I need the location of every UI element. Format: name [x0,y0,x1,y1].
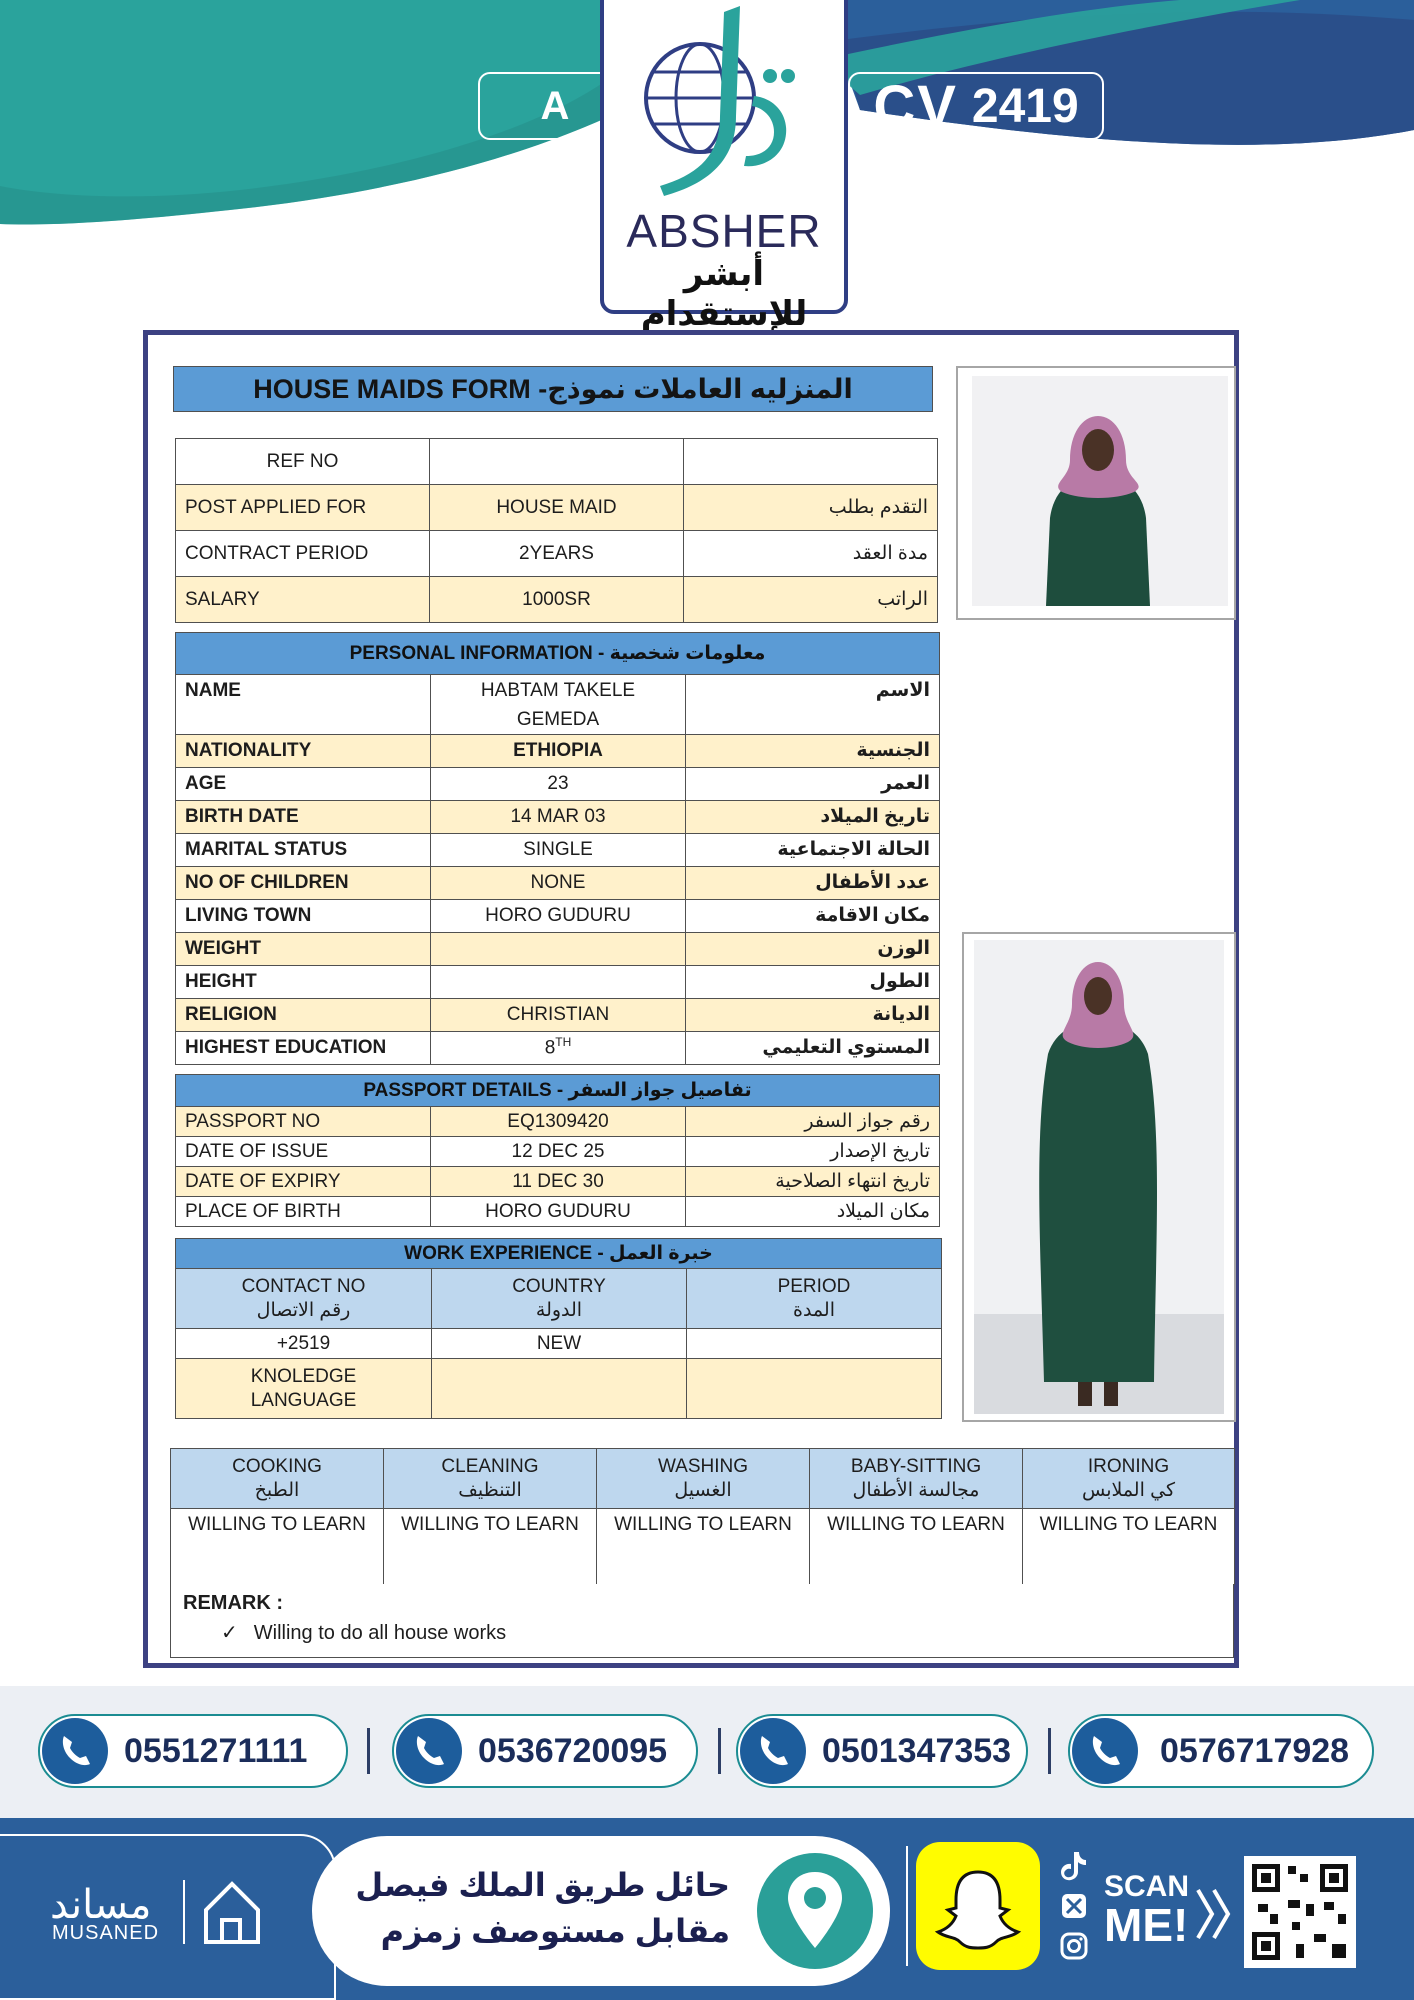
table-row [176,439,938,485]
column-header-en: PERIOD [777,1275,851,1297]
skill-header [1023,1449,1235,1509]
field-value: HOUSE MAID [430,485,684,531]
skill-name-ar: الطبخ [254,1479,300,1501]
application-table [175,438,938,623]
table-row [176,1137,940,1167]
skill-header [384,1449,597,1509]
field-label: WEIGHT [176,933,431,966]
field-label-arabic: الراتب [684,577,938,623]
section-heading-row [176,633,940,675]
musaned-logo-english: MUSANED [52,1922,160,1944]
skills-table [170,1448,1235,1585]
field-label-arabic: الجنسية [686,735,940,768]
tiktok-icon[interactable] [1061,1852,1086,1880]
phone-icon [396,1718,462,1784]
phone-button[interactable] [392,1714,698,1788]
field-label-arabic: الطول [686,966,940,999]
field-label-arabic: عدد الأطفال [686,867,940,900]
table-row [176,900,940,933]
skill-name-en: IRONING [1087,1455,1170,1477]
phone-number: 0501347353 [822,1732,1012,1770]
skill-level: WILLING TO LEARN [810,1509,1023,1585]
field-value: 14 MAR 03 [431,801,686,834]
candidate-photo-portrait [956,366,1236,620]
field-label: HIGHEST EDUCATION [176,1032,431,1065]
field-label-arabic: تاريخ الإصدار [686,1137,940,1167]
skill-name-ar: مجالسة الأطفال [852,1479,980,1501]
table-row [176,1167,940,1197]
column-header [432,1269,687,1329]
field-label: PLACE OF BIRTH [176,1197,431,1227]
scan-label: SCAN [1104,1870,1190,1903]
skill-name-ar: التنظيف [458,1479,522,1501]
table-row [176,1032,940,1065]
company-logo [600,0,848,333]
skill-level: WILLING TO LEARN [171,1509,384,1585]
work-experience-table [175,1238,942,1419]
field-label: REF NO [176,439,430,485]
field-value: NONE [431,867,686,900]
field-label: NAME [176,675,431,735]
skill-level: WILLING TO LEARN [1023,1509,1235,1585]
education-level: 8 [544,1037,556,1059]
field-label-arabic: المستوي التعليمي [686,1032,940,1065]
education-level-suffix: TH [555,1035,572,1050]
passport-heading: PASSPORT DETAILS - تفاصيل جواز السفر [176,1075,940,1107]
remark-text: Willing to do all house works [253,1622,507,1644]
table-row [176,577,938,623]
column-header-ar: المدة [793,1299,835,1321]
field-value: HABTAM TAKELE GEMEDA [431,675,686,735]
field-value [431,933,686,966]
field-label-arabic: الاسم [686,675,940,735]
category-letter: A [540,83,570,128]
field-label: PASSPORT NO [176,1107,431,1137]
divider [718,1728,721,1774]
divider [183,1880,185,1944]
skill-level: WILLING TO LEARN [597,1509,810,1585]
musaned-house-icon [200,1876,264,1948]
social-icons [1058,1848,1088,1968]
remark-label: REMARK : [183,1592,283,1614]
passport-table [175,1074,940,1227]
logo-latin-text: ABSHER [626,205,822,257]
cv-prefix: CV [873,73,958,139]
field-value: ETHIOPIA [431,735,686,768]
field-label-arabic: مكان الميلاد [686,1197,940,1227]
scan-me-label [1104,1870,1190,1951]
table-row [176,675,940,735]
table-row [176,867,940,900]
field-label-arabic: تاريخ انتهاء الصلاحية [686,1167,940,1197]
check-icon: ✓ [221,1622,238,1644]
phone-button[interactable] [736,1714,1028,1788]
snapchat-qr-code[interactable] [916,1842,1040,1970]
cv-number: 2419 [971,79,1079,133]
column-header [687,1269,942,1329]
x-icon[interactable] [1062,1894,1086,1918]
phone-icon [42,1718,108,1784]
language-label-line2: LANGUAGE [250,1389,357,1411]
field-value [430,439,684,485]
section-heading-row [176,1075,940,1107]
field-label: HEIGHT [176,966,431,999]
phone-icon [1072,1718,1138,1784]
phone-number: 0536720095 [478,1732,668,1770]
field-label-arabic: رقم جواز السفر [686,1107,940,1137]
skill-header [171,1449,384,1509]
field-label: AGE [176,768,431,801]
country-cell: NEW [432,1329,687,1359]
musaned-logo-arabic: مساند [50,1883,152,1927]
table-row [176,966,940,999]
qr-code[interactable] [1244,1856,1356,1968]
table-row [176,1197,940,1227]
candidate-photo-full-length [962,932,1236,1422]
field-label: NO OF CHILDREN [176,867,431,900]
field-label: BIRTH DATE [176,801,431,834]
column-header-en: COUNTRY [512,1275,606,1297]
field-label: LIVING TOWN [176,900,431,933]
skill-name-ar: الغسيل [674,1479,732,1501]
table-row [176,485,938,531]
field-label: NATIONALITY [176,735,431,768]
field-label-arabic: الديانة [686,999,940,1032]
skill-level: WILLING TO LEARN [384,1509,597,1585]
field-label: RELIGION [176,999,431,1032]
instagram-icon[interactable] [1062,1934,1086,1958]
personal-info-table [175,632,940,1065]
column-header [176,1269,432,1329]
address-line-1: حائل طريق الملك فيصل [355,1867,730,1903]
field-value: HORO GUDURU [431,900,686,933]
section-heading-row [176,1239,942,1269]
skill-name-ar: كي الملابس [1081,1479,1176,1501]
work-experience-heading: WORK EXPERIENCE - خبرة العمل [176,1239,942,1269]
address-panel [312,1836,890,1986]
field-label-arabic: مكان الاقامة [686,900,940,933]
field-label: MARITAL STATUS [176,834,431,867]
divider [906,1846,908,1966]
column-header-ar: رقم الاتصال [256,1299,351,1321]
logo-arabic-text: أبشر للإستقدام [640,255,808,333]
language-knowledge-label [176,1359,432,1419]
form-title: HOUSE MAIDS FORM -المنزليه العاملات نموذج [173,366,933,412]
field-value [431,966,686,999]
column-header-en: CONTACT NO [241,1275,366,1297]
divider [367,1728,370,1774]
field-value: CHRISTIAN [431,999,686,1032]
field-label-arabic [684,439,938,485]
remark-item [221,1620,506,1645]
skill-name-en: WASHING [657,1455,749,1477]
field-label-arabic: تاريخ الميلاد [686,801,940,834]
field-label-arabic: الوزن [686,933,940,966]
table-row [176,999,940,1032]
language-label-line1: KNOLEDGE [250,1365,357,1387]
cv-number-badge [848,72,1104,140]
field-label-arabic: مدة العقد [684,531,938,577]
table-row [176,1329,942,1359]
phone-number: 0551271111 [124,1732,308,1770]
field-label-arabic: التقدم بطلب [684,485,938,531]
field-value: 1000SR [430,577,684,623]
location-pin-icon[interactable] [754,1850,876,1972]
field-value: SINGLE [431,834,686,867]
table-row [176,1359,942,1419]
language-cell [687,1359,942,1419]
field-value: EQ1309420 [431,1107,686,1137]
field-label-arabic: الحالة الاجتماعية [686,834,940,867]
field-value: HORO GUDURU [431,1197,686,1227]
logo-globe-mark [604,6,844,206]
field-value: 11 DEC 30 [431,1167,686,1197]
phone-button[interactable] [38,1714,348,1788]
skill-name-en: COOKING [232,1455,322,1477]
table-row [171,1509,1235,1585]
language-cell [432,1359,687,1419]
table-row [176,1107,940,1137]
snapchat-icon [916,1842,1040,1970]
field-label: POST APPLIED FOR [176,485,430,531]
column-header-ar: الدولة [535,1299,583,1321]
table-row [176,768,940,801]
personal-info-heading: PERSONAL INFORMATION - معلومات شخصية [176,633,940,675]
me-label: ME! [1104,1899,1189,1951]
table-row [176,531,938,577]
phone-button[interactable] [1068,1714,1374,1788]
remark-box [170,1584,1234,1658]
field-label: SALARY [176,577,430,623]
field-label-arabic: العمر [686,768,940,801]
field-value: 23 [431,768,686,801]
field-value [431,1032,686,1065]
table-row [176,933,940,966]
field-label: CONTRACT PERIOD [176,531,430,577]
field-label: DATE OF ISSUE [176,1137,431,1167]
table-row [176,801,940,834]
skill-header [597,1449,810,1509]
divider [1048,1728,1051,1774]
contact-cell: +2519 [176,1329,432,1359]
skill-name-en: BABY-SITTING [850,1455,982,1477]
double-chevron-icon [1194,1884,1236,1944]
field-label: DATE OF EXPIRY [176,1167,431,1197]
portrait-image [958,368,1234,618]
full-length-image [964,934,1234,1420]
skill-name-en: CLEANING [441,1455,539,1477]
phone-icon [740,1718,806,1784]
table-row [176,735,940,768]
field-value: 2YEARS [430,531,684,577]
skill-header [810,1449,1023,1509]
table-header-row [176,1269,942,1329]
address-line-2: مقابل مستوصف زمزم [380,1913,730,1949]
period-cell [687,1329,942,1359]
field-value: 12 DEC 25 [431,1137,686,1167]
phone-number: 0576717928 [1160,1732,1350,1770]
table-header-row [171,1449,1235,1509]
table-row [176,834,940,867]
